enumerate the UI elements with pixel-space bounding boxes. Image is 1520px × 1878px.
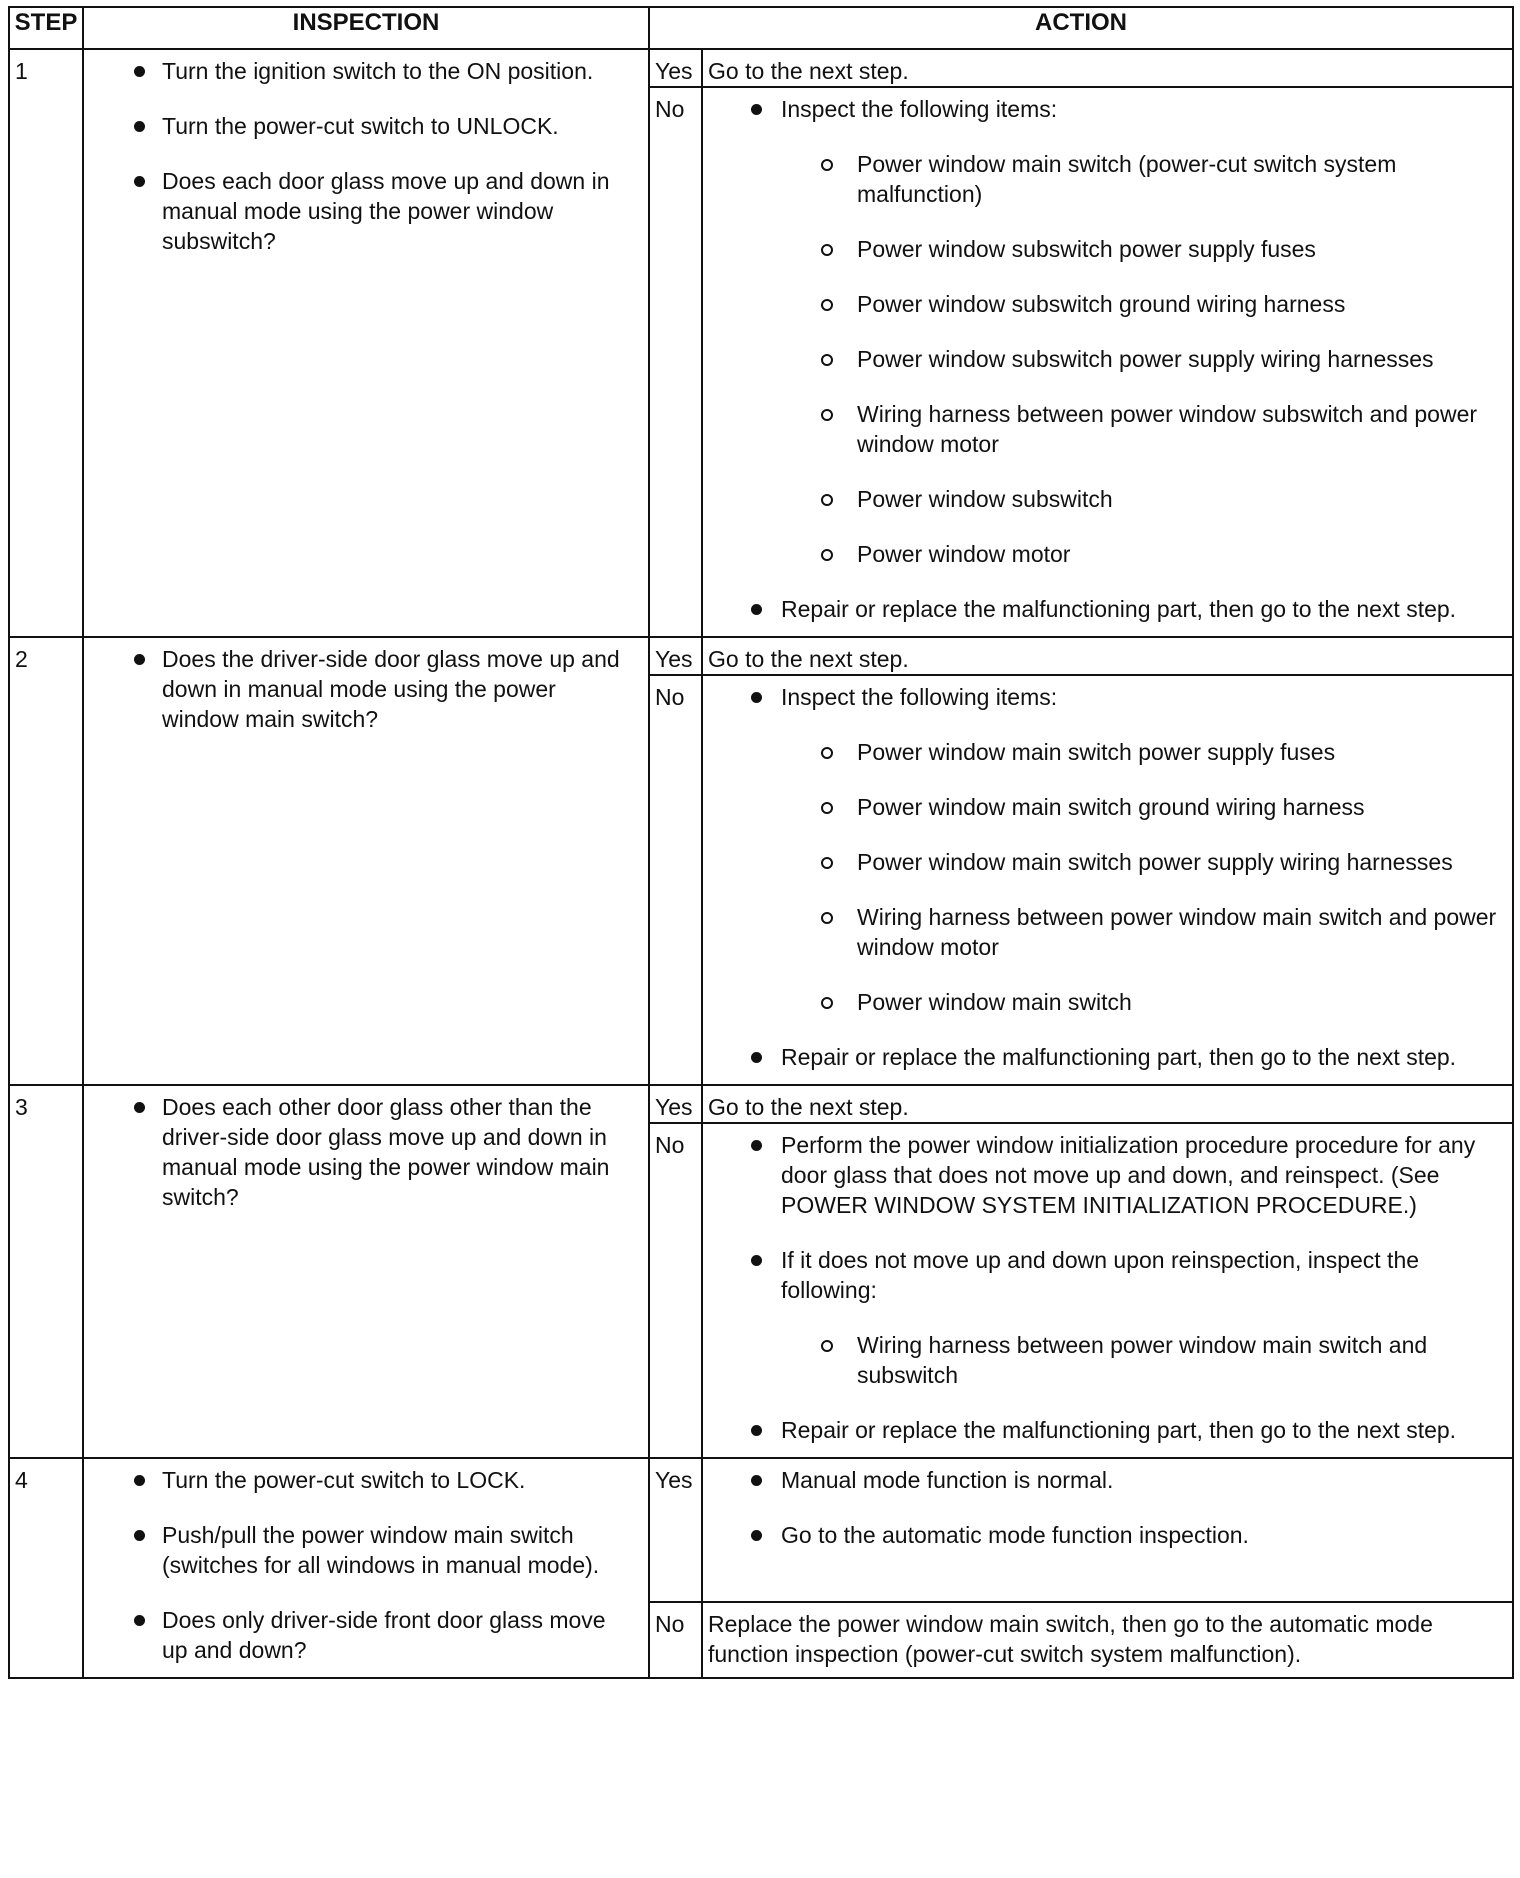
sub-item: Power window subswitch [781,484,1500,514]
header-inspection: INSPECTION [83,7,649,49]
action-intro: Inspect the following items: [781,684,1058,710]
sub-item: Power window subswitch power supply wiring harnesses [781,344,1500,374]
inspection-cell [83,49,649,637]
yes-label: Yes [649,1085,702,1123]
no-label: No [649,87,702,637]
yes-action: Go to the next step. [702,637,1513,675]
no-action-cell [702,1123,1513,1458]
yes-action: Go to the next step. [702,49,1513,87]
action-item: Manual mode function is normal. [703,1465,1500,1495]
yes-label: Yes [649,637,702,675]
inspection-item: Does only driver-side front door glass move up and down? [84,1605,636,1665]
inspection-cell [83,1458,649,1678]
sub-item: Power window main switch ground wiring harness [781,792,1500,822]
inspection-item: Turn the power-cut switch to LOCK. [84,1465,636,1495]
inspection-item: Does each door glass move up and down in manual mode using the power window subswitch? [84,166,636,256]
step-number: 1 [9,49,83,637]
diagnostic-table [8,6,1514,1679]
step-number: 3 [9,1085,83,1458]
sub-item: Wiring harness between power window main switch and power window motor [781,902,1500,962]
inspection-item: Does each other door glass other than the driver-side door glass move up and down in manual mode using the power window main switch? [84,1092,636,1212]
step-1-yes-row [9,49,1513,87]
yes-label: Yes [649,49,702,87]
no-label: No [649,1123,702,1458]
step-2-yes-row [9,637,1513,675]
action-intro: If it does not move up and down upon reinspection, inspect the following: [781,1247,1420,1303]
inspection-cell [83,637,649,1085]
sub-item: Power window main switch power supply fuses [781,737,1500,767]
header-row [9,7,1513,49]
inspection-item: Turn the ignition switch to the ON position. [84,56,636,86]
inspection-item: Turn the power-cut switch to UNLOCK. [84,111,636,141]
step-4-yes-row [9,1458,1513,1602]
inspection-cell [83,1085,649,1458]
action-item: Repair or replace the malfunctioning part, then go to the next step. [703,1042,1500,1072]
header-action: ACTION [649,7,1513,49]
step-3-yes-row [9,1085,1513,1123]
action-item: Perform the power window initialization procedure procedure for any door glass that does not move up and down, and reinspect. (See POWER WINDOW SYSTEM INITIALIZATION PROCEDURE.) [703,1130,1500,1220]
no-label: No [649,1602,702,1678]
inspection-item: Does the driver-side door glass move up and down in manual mode using the power window main switch? [84,644,636,734]
header-step: STEP [9,7,83,49]
sub-item: Power window subswitch power supply fuses [781,234,1500,264]
action-item [703,682,1500,1017]
action-intro: Inspect the following items: [781,96,1058,122]
yes-action-cell [702,1458,1513,1602]
yes-action: Go to the next step. [702,1085,1513,1123]
sub-item: Power window main switch power supply wiring harnesses [781,847,1500,877]
action-item [703,94,1500,569]
no-action-cell [702,87,1513,637]
sub-item: Power window motor [781,539,1500,569]
action-item: Repair or replace the malfunctioning part, then go to the next step. [703,1415,1500,1445]
yes-label: Yes [649,1458,702,1602]
no-label: No [649,675,702,1085]
no-action-cell [702,675,1513,1085]
sub-item: Wiring harness between power window subswitch and power window motor [781,399,1500,459]
step-number: 2 [9,637,83,1085]
sub-item: Power window main switch (power-cut switch system malfunction) [781,149,1500,209]
action-item: Repair or replace the malfunctioning part, then go to the next step. [703,594,1500,624]
sub-item: Wiring harness between power window main switch and subswitch [781,1330,1500,1390]
no-action: Replace the power window main switch, then go to the automatic mode function inspection (power-cut switch system malfunction). [702,1602,1513,1678]
inspection-item: Push/pull the power window main switch (switches for all windows in manual mode). [84,1520,636,1580]
step-number: 4 [9,1458,83,1678]
sub-item: Power window main switch [781,987,1500,1017]
action-item: Go to the automatic mode function inspection. [703,1520,1500,1550]
action-item [703,1245,1500,1390]
sub-item: Power window subswitch ground wiring harness [781,289,1500,319]
